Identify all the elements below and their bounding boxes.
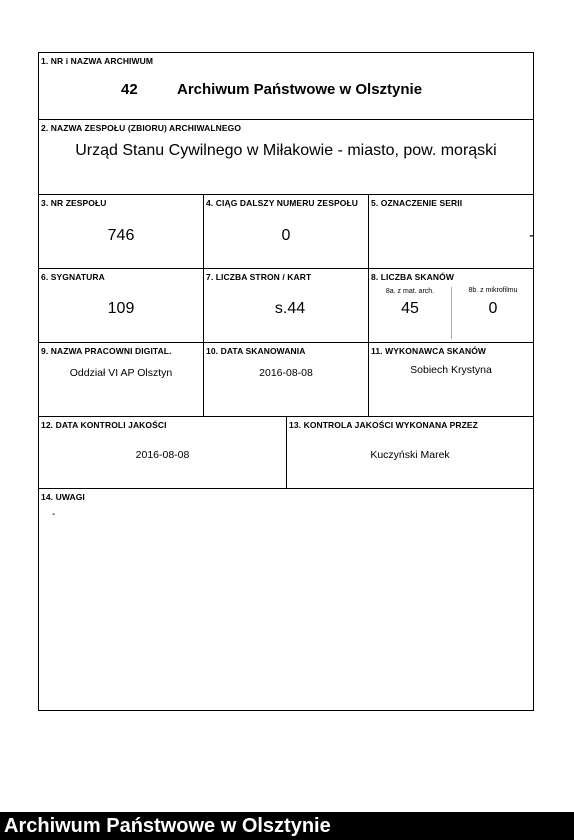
fonds-number-cell (38, 194, 204, 269)
studio-cell (38, 342, 204, 417)
archive-name: Archiwum Państwowe w Olsztynie (177, 81, 423, 98)
signature-label: 6. SYGNATURA (41, 272, 105, 282)
scans-sub-a-value: 45 (401, 300, 419, 317)
scan-date-cell (203, 342, 369, 417)
scanner-cell (368, 342, 534, 417)
qc-date-label: 12. DATA KONTROLI JAKOŚCI (41, 420, 167, 430)
archive-number: 42 (121, 81, 138, 98)
scanner-label: 11. WYKONAWCA SKANÓW (371, 346, 487, 356)
qc-date-cell (38, 416, 287, 489)
fonds-number-cont-value: 0 (281, 227, 291, 244)
studio-label: 9. NAZWA PRACOWNI DIGITAL. (41, 346, 172, 356)
fonds-name-value: Urząd Stanu Cywilnego w Miłakowie - miasto, pow. morąski (75, 142, 497, 159)
fonds-number-value: 746 (107, 227, 135, 244)
scan-date-value: 2016-08-08 (259, 367, 313, 379)
scanner-value: Sobiech Krystyna (410, 364, 492, 376)
pages-cell (203, 268, 369, 343)
series-value: - (529, 227, 535, 244)
pages-value: s.44 (274, 300, 306, 317)
qc-by-label: 13. KONTROLA JAKOŚCI WYKONANA PRZEZ (289, 420, 478, 430)
archive-cell (38, 52, 534, 120)
scans-sub-b-value: 0 (488, 300, 498, 317)
series-label: 5. OZNACZENIE SERII (371, 198, 463, 208)
studio-value: Oddział VI AP Olsztyn (69, 367, 173, 379)
notes-cell (38, 488, 534, 711)
footer-banner: Archiwum Państwowe w Olsztynie (0, 812, 574, 840)
fonds-name-label: 2. NAZWA ZESPOŁU (ZBIORU) ARCHIWALNEGO (41, 123, 242, 133)
archive-label: 1. NR i NAZWA ARCHIWUM (41, 56, 154, 66)
fonds-number-label: 3. NR ZESPOŁU (41, 198, 107, 208)
pages-label: 7. LICZBA STRON / KART (206, 272, 312, 282)
scans-sub-a-label: 8a. z mat. arch. (385, 288, 435, 295)
signature-value: 109 (107, 300, 135, 317)
scans-cell (368, 268, 534, 343)
qc-date-value: 2016-08-08 (135, 449, 190, 461)
series-cell (368, 194, 534, 269)
notes-label: 14. UWAGI (41, 492, 85, 502)
scan-date-label: 10. DATA SKANOWANIA (206, 346, 306, 356)
qc-by-cell (286, 416, 534, 489)
notes-value: - (52, 509, 56, 520)
signature-cell (38, 268, 204, 343)
fonds-name-cell (38, 119, 534, 195)
qc-by-value: Kuczyński Marek (370, 449, 450, 461)
fonds-number-cont-cell (203, 194, 369, 269)
scans-label: 8. LICZBA SKANÓW (371, 272, 454, 282)
fonds-number-cont-label: 4. CIĄG DALSZY NUMERU ZESPOŁU (206, 198, 358, 208)
scans-sub-b-label: 8b. z mikrofilmu (468, 287, 518, 294)
